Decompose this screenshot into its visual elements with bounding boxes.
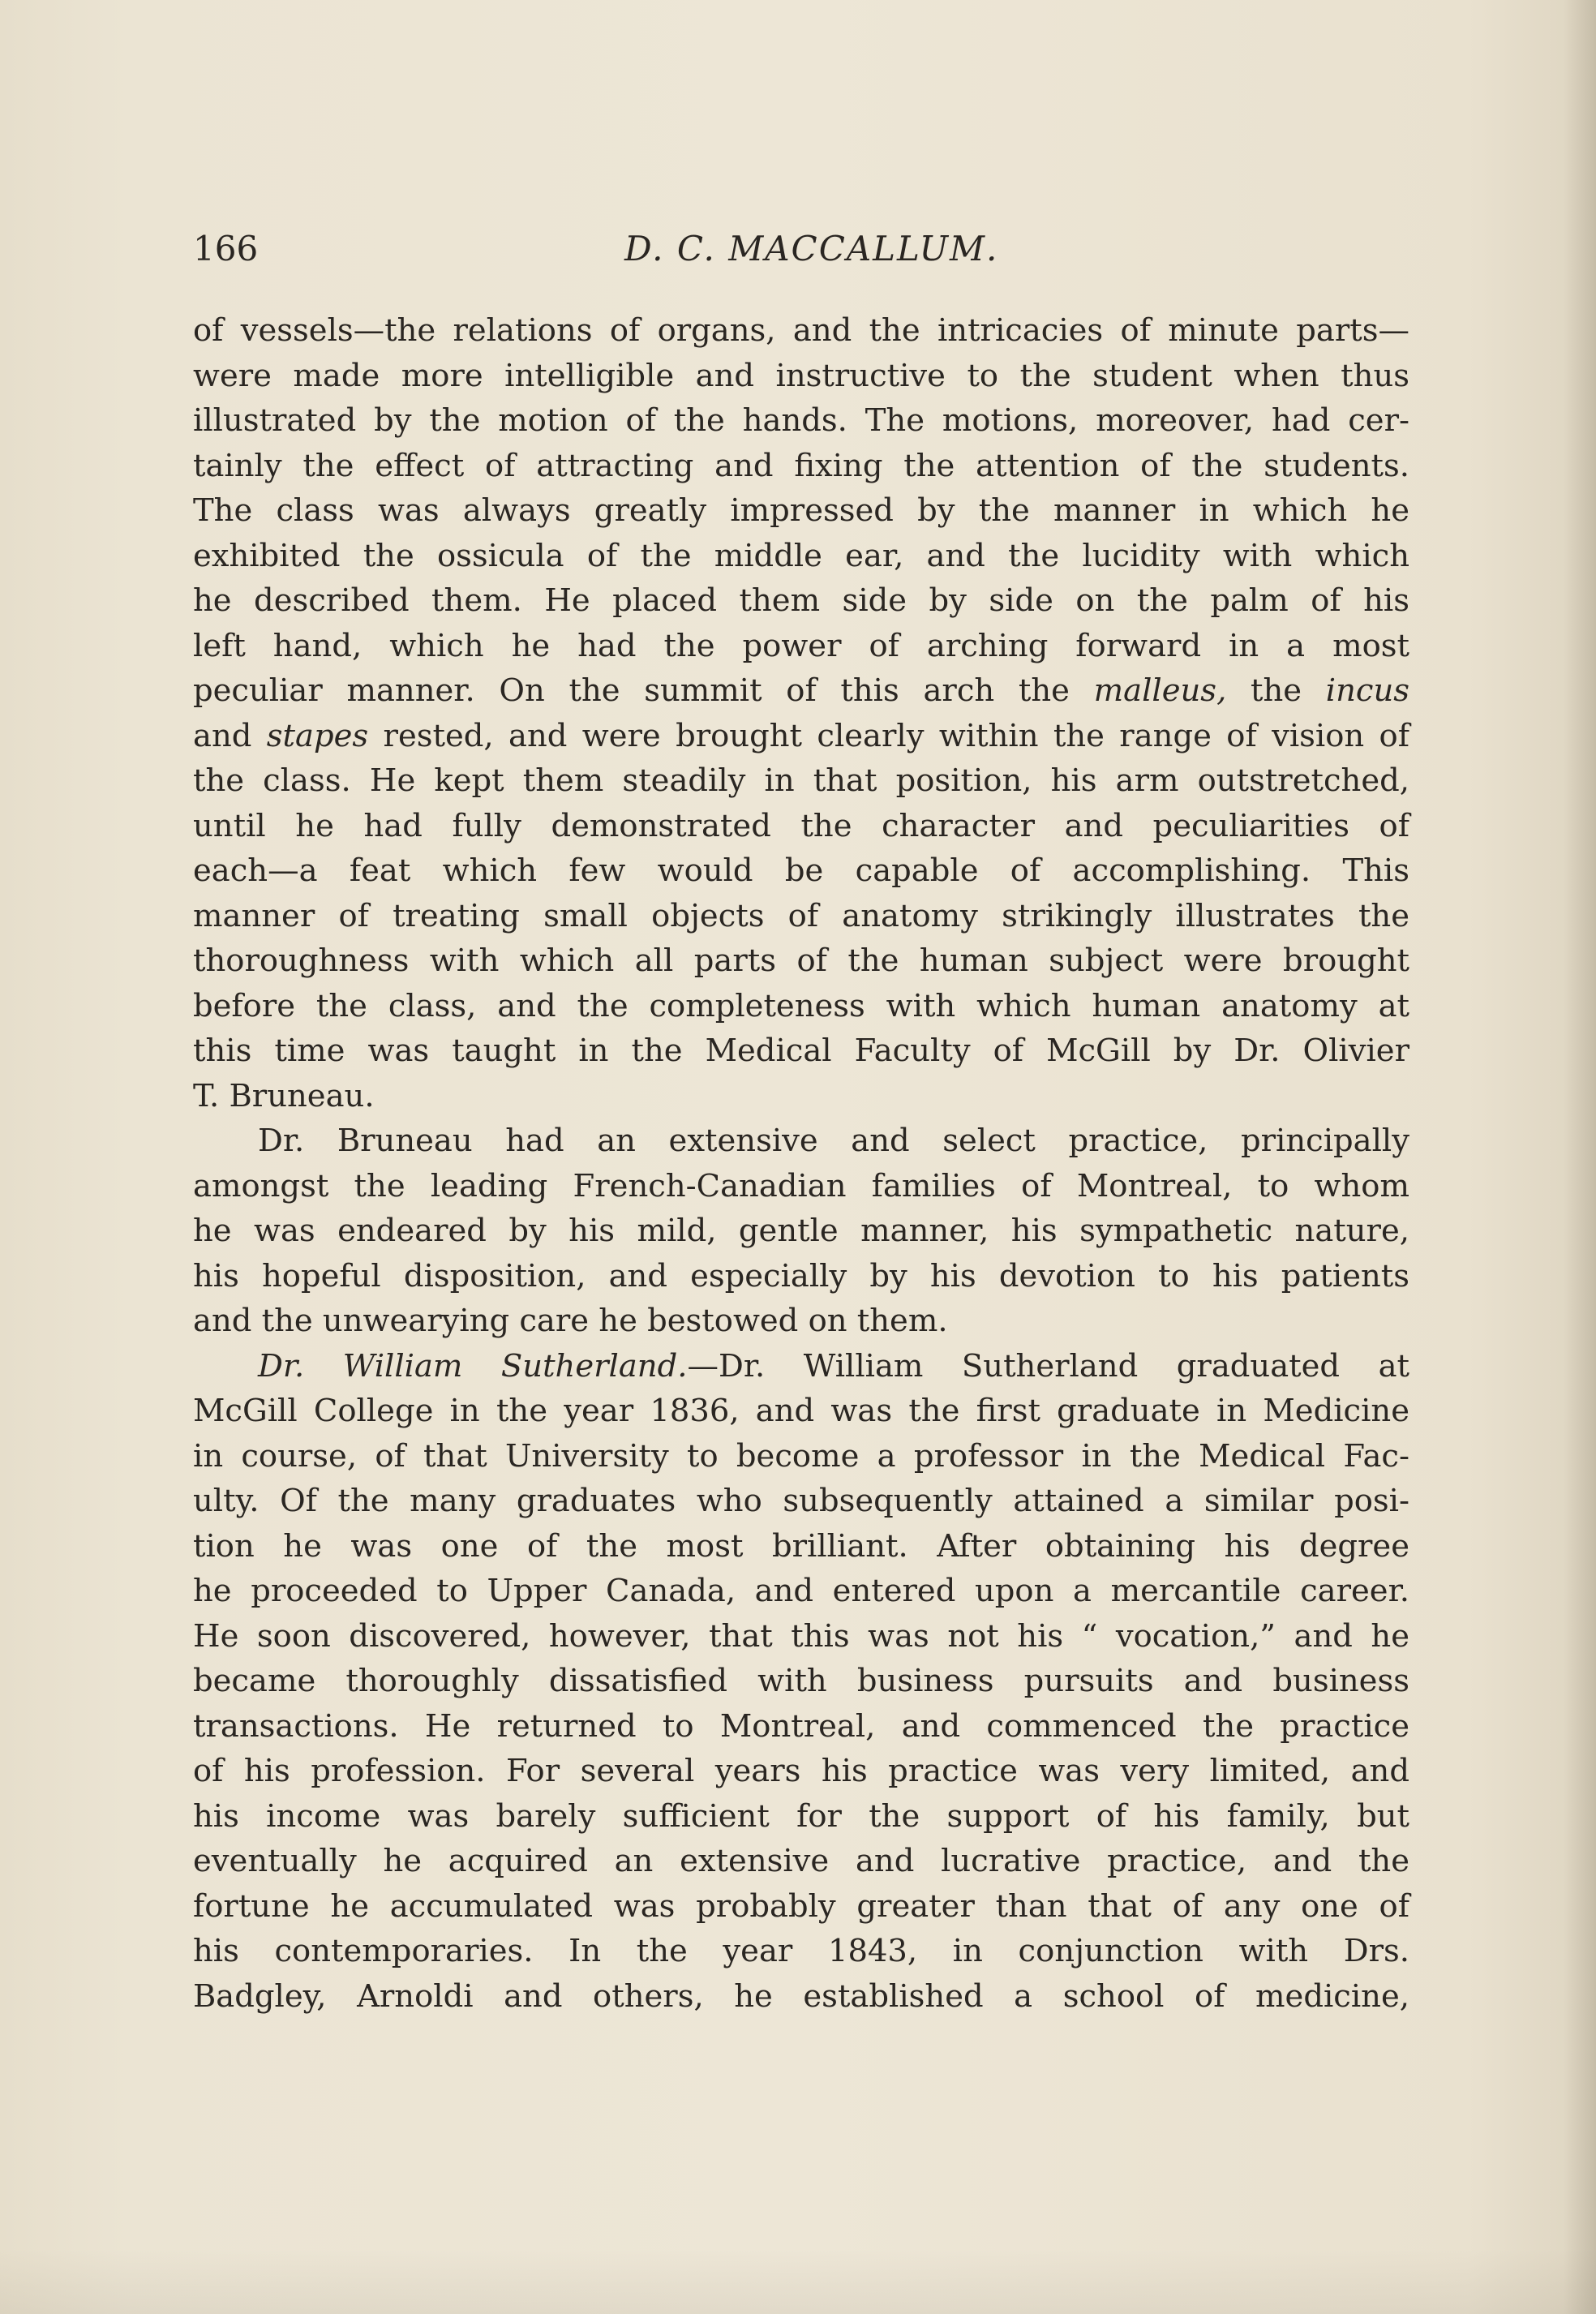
text-line: thoroughness with which all parts of the human subject were brought xyxy=(193,942,1409,979)
text-line: his contemporaries. In the year 1843, in conjunction with Drs. xyxy=(193,1933,1409,1969)
text-line: this time was taught in the Medical Faculty of McGill by Dr. Olivier xyxy=(193,1032,1409,1069)
text-line xyxy=(193,714,1409,759)
text-line: McGill College in the year 1836, and was the first graduate in Medicine xyxy=(193,1393,1409,1429)
body-text xyxy=(193,308,1409,2019)
text-run: the xyxy=(1226,672,1326,709)
text-line: of vessels—the relations of organs, and the intricacies of minute parts— xyxy=(193,312,1409,349)
text-line: he proceeded to Upper Canada, and entered upon a mercantile career. xyxy=(193,1573,1409,1609)
text-line: tainly the effect of attracting and fixing the attention of the students. xyxy=(193,447,1409,484)
text-line: before the class, and the completeness with which human anatomy at xyxy=(193,987,1409,1024)
text-line: and the unwearying care he bestowed on them. xyxy=(193,1303,948,1339)
text-line: Badgley, Arnoldi and others, he established a school of medicine, xyxy=(193,1977,1409,2015)
text-line: tion he was one of the most brilliant. After obtaining his degree xyxy=(193,1527,1409,1565)
text-line: eventually he acquired an extensive and lucrative practice, and the xyxy=(193,1843,1409,1879)
text-line xyxy=(193,1344,1409,1389)
text-line: left hand, which he had the power of arching forward in a most xyxy=(193,627,1409,664)
running-head xyxy=(193,229,1409,277)
text-line: T. Bruneau. xyxy=(193,1077,375,1114)
paragraph-2 xyxy=(193,1118,1409,1344)
text-run: rested, and were brought clearly within the range of vision of xyxy=(368,717,1409,754)
text-line: the class. He kept them steadily in that position, his arm outstretched, xyxy=(193,762,1409,799)
text-run: and xyxy=(193,717,267,754)
text-line: Dr. Bruneau had an extensive and select practice, principally xyxy=(258,1123,1409,1159)
term-stapes: stapes xyxy=(266,717,369,754)
text-line: He soon discovered, however, that this was not his “ vocation,” and he xyxy=(193,1617,1409,1655)
text-line: manner of treating small objects of anatomy strikingly illustrates the xyxy=(193,897,1409,934)
text-line: until he had fully demonstrated the character and peculiarities of xyxy=(193,807,1409,844)
text-line: became thoroughly dissatisfied with business pursuits and business xyxy=(193,1663,1409,1699)
text-line: in course, of that University to become a professor in the Medical Fac- xyxy=(193,1437,1409,1475)
text-line: ulty. Of the many graduates who subsequently attained a similar posi- xyxy=(193,1483,1409,1519)
page-number: 166 xyxy=(193,229,259,268)
page-bottom-shade xyxy=(0,2249,1596,2314)
running-title: D. C. MACCALLUM. xyxy=(624,229,999,268)
page-edge-shadow xyxy=(1564,0,1596,2314)
text-line: he described them. He placed them side by side on the palm of his xyxy=(193,582,1409,619)
term-malleus: malleus, xyxy=(1093,672,1227,709)
section-heading: Dr. William Sutherland. xyxy=(258,1347,688,1385)
text-line: his hopeful disposition, and especially by his devotion to his patients xyxy=(193,1257,1409,1294)
text-line: his income was barely sufficient for the support of his family, but xyxy=(193,1797,1409,1835)
text-line: fortune he accumulated was probably greater than that of any one of xyxy=(193,1887,1409,1925)
text-line: illustrated by the motion of the hands. The motions, moreover, had cer- xyxy=(193,402,1409,439)
text-run: peculiar manner. On the summit of this arch the xyxy=(193,672,1094,709)
text-line: amongst the leading French-Canadian families of Montreal, to whom xyxy=(193,1167,1409,1204)
text-line: exhibited the ossicula of the middle ear, and the lucidity with which xyxy=(193,537,1409,574)
text-line: of his profession. For several years his practice was very limited, and xyxy=(193,1753,1409,1789)
text-line: each—a feat which few would be capable of accomplishing. This xyxy=(193,852,1409,889)
paragraph-3 xyxy=(193,1344,1409,2020)
text-line: The class was always greatly impressed by the manner in which he xyxy=(193,492,1409,529)
text-run: —Dr. William Sutherland graduated at xyxy=(687,1347,1410,1385)
term-incus: incus xyxy=(1325,672,1410,709)
paragraph-1 xyxy=(193,308,1409,1118)
text-line: transactions. He returned to Montreal, and commenced the practice xyxy=(193,1707,1409,1745)
text-line: he was endeared by his mild, gentle manner, his sympathetic nature, xyxy=(193,1213,1409,1249)
text-line: were made more intelligible and instructive to the student when thus xyxy=(193,357,1409,394)
text-line xyxy=(193,668,1409,714)
